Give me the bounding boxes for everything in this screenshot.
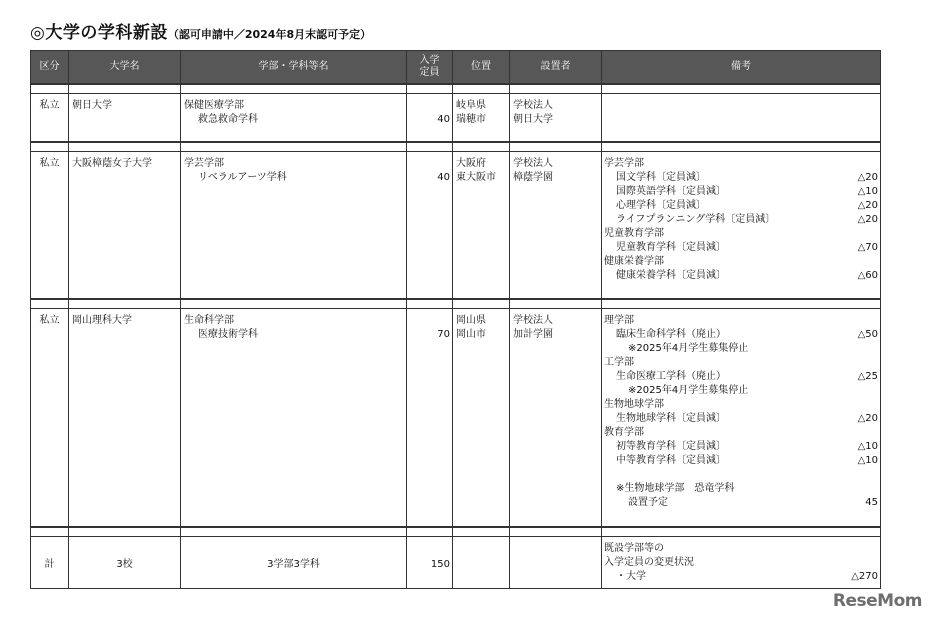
note-line [602, 269, 880, 283]
location-cell [453, 94, 510, 142]
location-cell [453, 309, 510, 527]
note-line [602, 398, 880, 412]
capacity-value: 70 [437, 329, 450, 340]
page-title [30, 18, 371, 43]
capacity-cell [407, 309, 453, 527]
note-line [602, 412, 880, 426]
location-line: 瑞穂市 [456, 114, 486, 125]
capacity-value: 40 [437, 114, 450, 125]
note-value: 45 [865, 497, 878, 508]
note-text: 中等教育学科〔定員減〕 [616, 455, 726, 466]
location-line: 東大阪市 [456, 171, 496, 183]
category-cell: 私立 [31, 151, 69, 299]
note-text: 健康栄養学科〔定員減〕 [616, 269, 726, 281]
gap-cell [453, 527, 510, 537]
table-row [31, 309, 881, 527]
table-header-row [31, 51, 881, 85]
note-text: ・大学 [616, 570, 646, 582]
note-line [602, 157, 880, 171]
total-schools: 3校 [69, 536, 181, 588]
note-line [602, 356, 880, 370]
note-text: 設置予定 [628, 497, 668, 508]
gap-cell [510, 84, 602, 94]
location-line: 岐阜県 [456, 100, 486, 111]
note-value: △20 [857, 199, 878, 211]
category-cell: 私立 [31, 309, 69, 527]
gap-cell [407, 84, 453, 94]
note-text: ※2025年4月学生募集停止 [628, 385, 749, 396]
note-text: 入学定員の変更状況 [604, 556, 694, 568]
university-cell: 朝日大学 [69, 94, 181, 142]
header-university: 大学名 [69, 51, 181, 85]
gap-cell [69, 142, 181, 152]
department-name: リベラルアーツ学科 [198, 171, 287, 183]
note-value: △70 [857, 241, 878, 253]
note-text: 理学部 [604, 315, 634, 326]
location-line: 岡山市 [456, 329, 486, 340]
location-line: 岡山県 [456, 315, 486, 326]
gap-cell [69, 299, 181, 309]
note-line [602, 314, 880, 328]
title-subtitle: （認可申請中／2024年8月末認可予定） [167, 28, 372, 41]
note-text: 工学部 [604, 357, 634, 368]
capacity-value: 40 [437, 171, 450, 183]
founder-line: 朝日大学 [513, 114, 553, 125]
founder-line: 樟蔭学園 [513, 171, 553, 183]
note-text: 臨床生命科学科（廃止） [616, 329, 726, 340]
note-line [602, 328, 880, 342]
note-line [602, 185, 880, 199]
note-value: △20 [857, 171, 878, 183]
gap-cell [407, 142, 453, 152]
gap-cell [453, 84, 510, 94]
gap-cell [181, 142, 407, 152]
note-text: 国際英語学科〔定員減〕 [616, 185, 726, 197]
faculty-cell [181, 309, 407, 527]
total-location [453, 536, 510, 588]
faculty-cell [181, 151, 407, 299]
resemom-logo: ReseMom [832, 591, 922, 611]
capacity-cell [407, 151, 453, 299]
faculty-name: 保健医療学部 [184, 100, 244, 111]
header-capacity: 入学 定員 [407, 51, 453, 85]
note-line [602, 213, 880, 227]
gap-cell [602, 527, 881, 537]
gap-cell [602, 142, 881, 152]
row-gap [31, 299, 881, 309]
faculty-name: 学芸学部 [184, 157, 224, 169]
total-founder [510, 536, 602, 588]
gap-cell [181, 527, 407, 537]
gap-cell [31, 84, 69, 94]
note-line [602, 241, 880, 255]
note-text: 教育学部 [604, 427, 644, 438]
gap-cell [181, 299, 407, 309]
gap-cell [69, 527, 181, 537]
note-line [602, 496, 880, 510]
header-founder: 設置者 [510, 51, 602, 85]
faculty-name: 生命科学部 [184, 315, 234, 326]
gap-cell [181, 84, 407, 94]
category-cell: 私立 [31, 94, 69, 142]
note-line [602, 342, 880, 356]
gap-cell [510, 527, 602, 537]
location-line: 大阪府 [456, 157, 486, 169]
total-label: 計 [31, 536, 69, 588]
row-gap [31, 527, 881, 537]
founder-line: 加計学園 [513, 329, 553, 340]
note-text: 国文学科〔定員減〕 [616, 171, 706, 183]
note-text: 既設学部等の [604, 542, 664, 554]
note-text: 生物地球学科〔定員減〕 [616, 413, 726, 424]
note-text: ライフプランニング学科〔定員減〕 [616, 213, 776, 225]
row-gap [31, 142, 881, 152]
header-faculty: 学部・学科等名 [181, 51, 407, 85]
note-value: △10 [857, 455, 878, 466]
note-line [602, 440, 880, 454]
note-text: 児童教育学科〔定員減〕 [616, 241, 726, 253]
note-text: 初等教育学科〔定員減〕 [616, 441, 726, 452]
gap-cell [407, 527, 453, 537]
founder-cell [510, 151, 602, 299]
note-value: △270 [851, 570, 878, 582]
gap-cell [453, 299, 510, 309]
note-value: △60 [857, 269, 878, 281]
notes-cell [602, 309, 881, 527]
note-value: △20 [857, 213, 878, 225]
university-cell: 岡山理科大学 [69, 309, 181, 527]
total-capacity: 150 [407, 536, 453, 588]
total-row [31, 536, 881, 588]
founder-cell [510, 309, 602, 527]
note-line [602, 171, 880, 185]
gap-cell [69, 84, 181, 94]
note-line [602, 426, 880, 440]
note-text: ※2025年4月学生募集停止 [628, 343, 749, 354]
note-value: △10 [857, 185, 878, 197]
founder-line: 学校法人 [513, 157, 553, 169]
gap-cell [31, 299, 69, 309]
capacity-cell [407, 94, 453, 142]
faculty-table [30, 50, 881, 589]
note-line [602, 454, 880, 468]
gap-cell [510, 299, 602, 309]
gap-cell [602, 84, 881, 94]
founder-cell [510, 94, 602, 142]
note-line [602, 199, 880, 213]
gap-cell [453, 142, 510, 152]
department-name: 救急救命学科 [198, 114, 258, 125]
founder-line: 学校法人 [513, 100, 553, 111]
note-value: △10 [857, 441, 878, 452]
note-text: 生命医療工学科（廃止） [616, 371, 726, 382]
note-value: △25 [857, 371, 878, 382]
note-line [602, 384, 880, 398]
faculty-cell [181, 94, 407, 142]
note-text: ※生物地球学部 恐竜学科 [616, 483, 735, 494]
header-notes: 備考 [602, 51, 881, 85]
table-row [31, 151, 881, 299]
header-location: 位置 [453, 51, 510, 85]
founder-line: 学校法人 [513, 315, 553, 326]
gap-cell [31, 527, 69, 537]
note-text: 心理学科〔定員減〕 [616, 199, 706, 211]
note-value: △50 [857, 329, 878, 340]
note-text: 生物地球学部 [604, 399, 664, 410]
note-value: △20 [857, 413, 878, 424]
location-cell [453, 151, 510, 299]
note-text: 児童教育学部 [604, 227, 664, 239]
note-line [602, 570, 880, 584]
note-line [602, 482, 880, 496]
note-line [602, 255, 880, 269]
total-notes [602, 536, 881, 588]
note-line [602, 556, 880, 570]
note-line [602, 542, 880, 556]
notes-cell [602, 94, 881, 142]
university-cell: 大阪樟蔭女子大学 [69, 151, 181, 299]
gap-cell [31, 142, 69, 152]
note-line [602, 227, 880, 241]
department-name: 医療技術学科 [198, 329, 258, 340]
row-gap [31, 84, 881, 94]
notes-cell [602, 151, 881, 299]
gap-cell [407, 299, 453, 309]
note-line [602, 370, 880, 384]
note-text: 学芸学部 [604, 157, 644, 169]
table-row [31, 94, 881, 142]
header-category: 区分 [31, 51, 69, 85]
note-line [602, 468, 880, 482]
total-faculties: 3学部3学科 [181, 536, 407, 588]
gap-cell [510, 142, 602, 152]
gap-cell [602, 299, 881, 309]
title-main: ◎大学の学科新設 [30, 23, 168, 43]
note-text: 健康栄養学部 [604, 255, 664, 267]
